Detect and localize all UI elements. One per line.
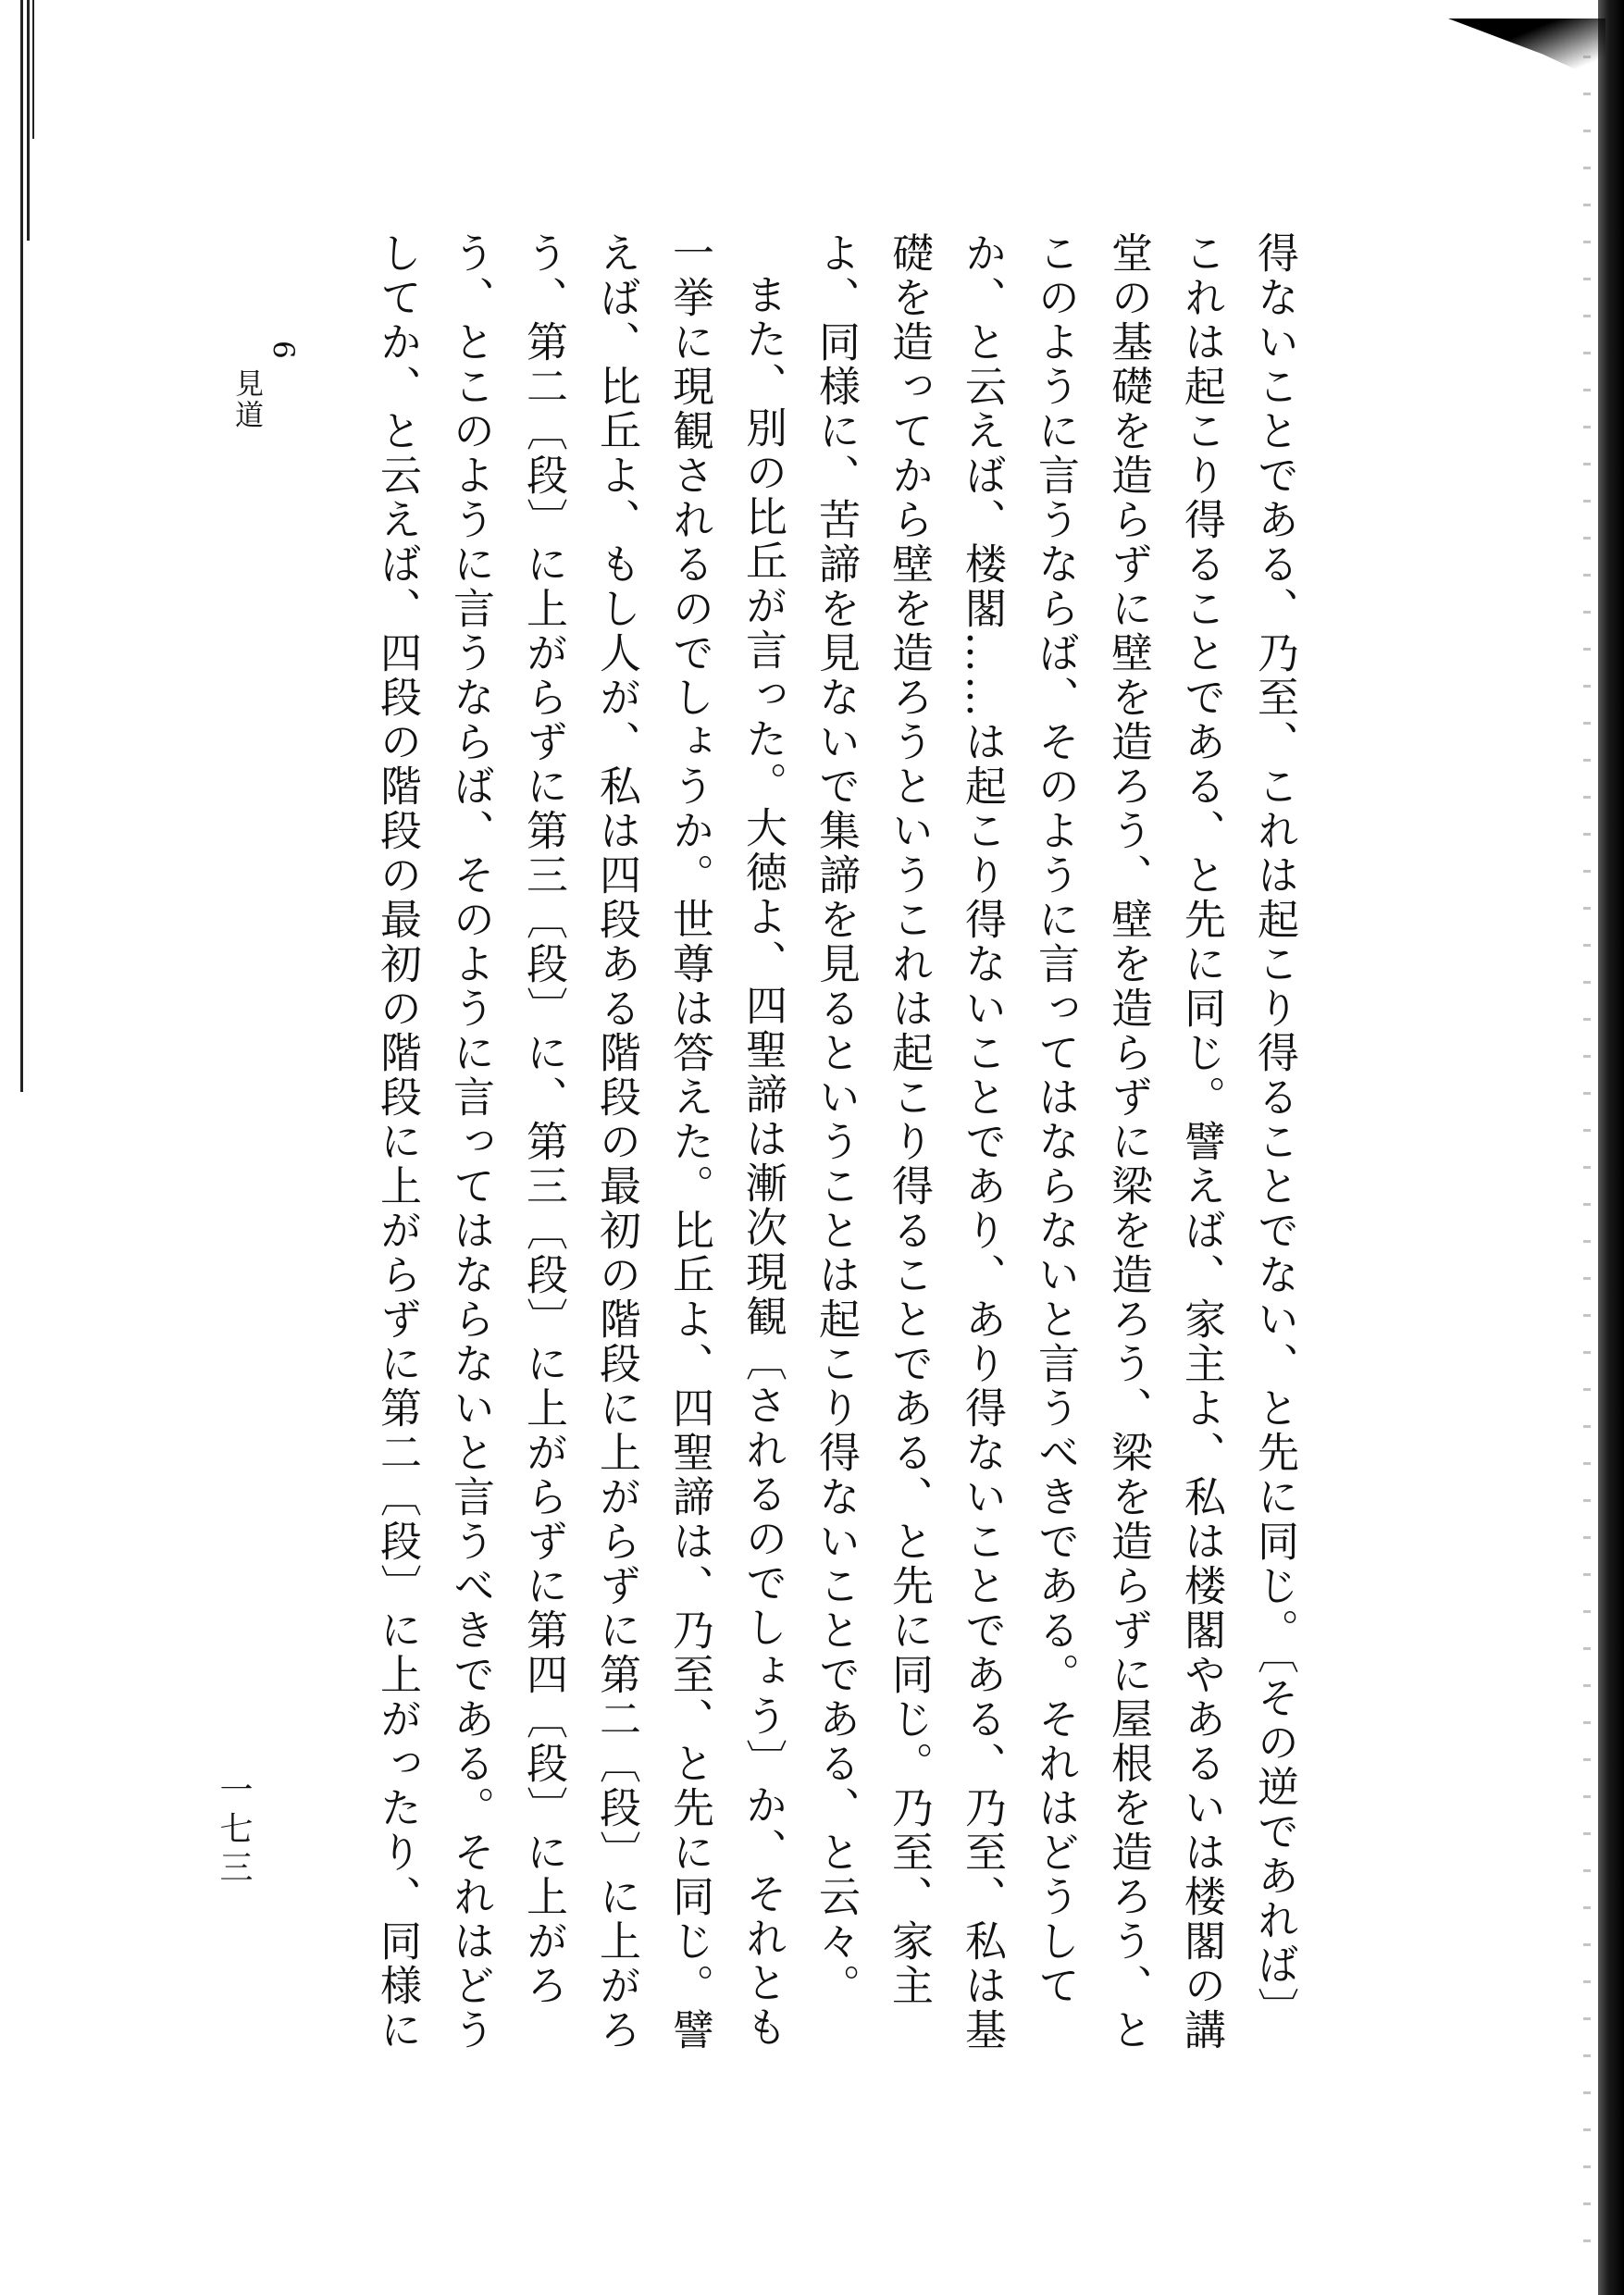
paragraph: また、別の比丘が言った。大徳よ、四聖諦は漸次現観〔されるのでしょう〕か、それとも一挙に現観されるのでしょうか。世尊は答えた。比丘よ、四聖諦は、乃至、と先に同じ。譬えば、比丘よ、もし人が、私は四段ある階段の最初の階段に上がらずに第二〔段〕に上がろう、第二〔段〕に上がらずに第三〔段〕に、第三〔段〕に上がらずに第四〔段〕に上がろう、とこのように言うならば、そのように言ってはならないと言うべきである。それはどうしてか、と云えば、四段の階段の最初の階段に上がらずに第二〔段〕に上がったり、同様に: [373, 231, 787, 2053]
page-edge-corner: [1448, 19, 1605, 83]
binding-line: [27, 0, 30, 241]
page-number: 一七三: [215, 1772, 253, 1889]
chapter-number: 6: [267, 341, 300, 362]
main-text: [349, 231, 1311, 2064]
paragraph: 得ないことである、乃至、これは起こり得ることでない、と先に同じ。〔その逆であれば〕これは起こり得ることである、と先に同じ。譬えば、家主よ、私は楼閣やあるいは楼閣の講堂の基礎を造らずに壁を造ろう、壁を造らずに梁を造ろう、梁を造らずに屋根を造ろう、とこのように言うならば、そのように言ってはならないと言うべきである。それはどうしてか、と云えば、楼閣……は起こり得ないことであり、あり得ないことである、乃至、私は基礎を造ってから壁を造ろうというこれは起こり得ることである、と先に同じ。乃至、家主よ、同様に、苦諦を見ないで集諦を見るということは起こり得ないことである、と云々。: [812, 231, 1299, 2053]
running-header: [228, 341, 302, 431]
binding-line: [20, 0, 23, 1092]
page-edge-shadow: [1598, 0, 1624, 2295]
binding-line: [32, 0, 34, 139]
chapter-title: 見道: [229, 368, 263, 431]
page-edge-speckle: [1583, 56, 1591, 2276]
